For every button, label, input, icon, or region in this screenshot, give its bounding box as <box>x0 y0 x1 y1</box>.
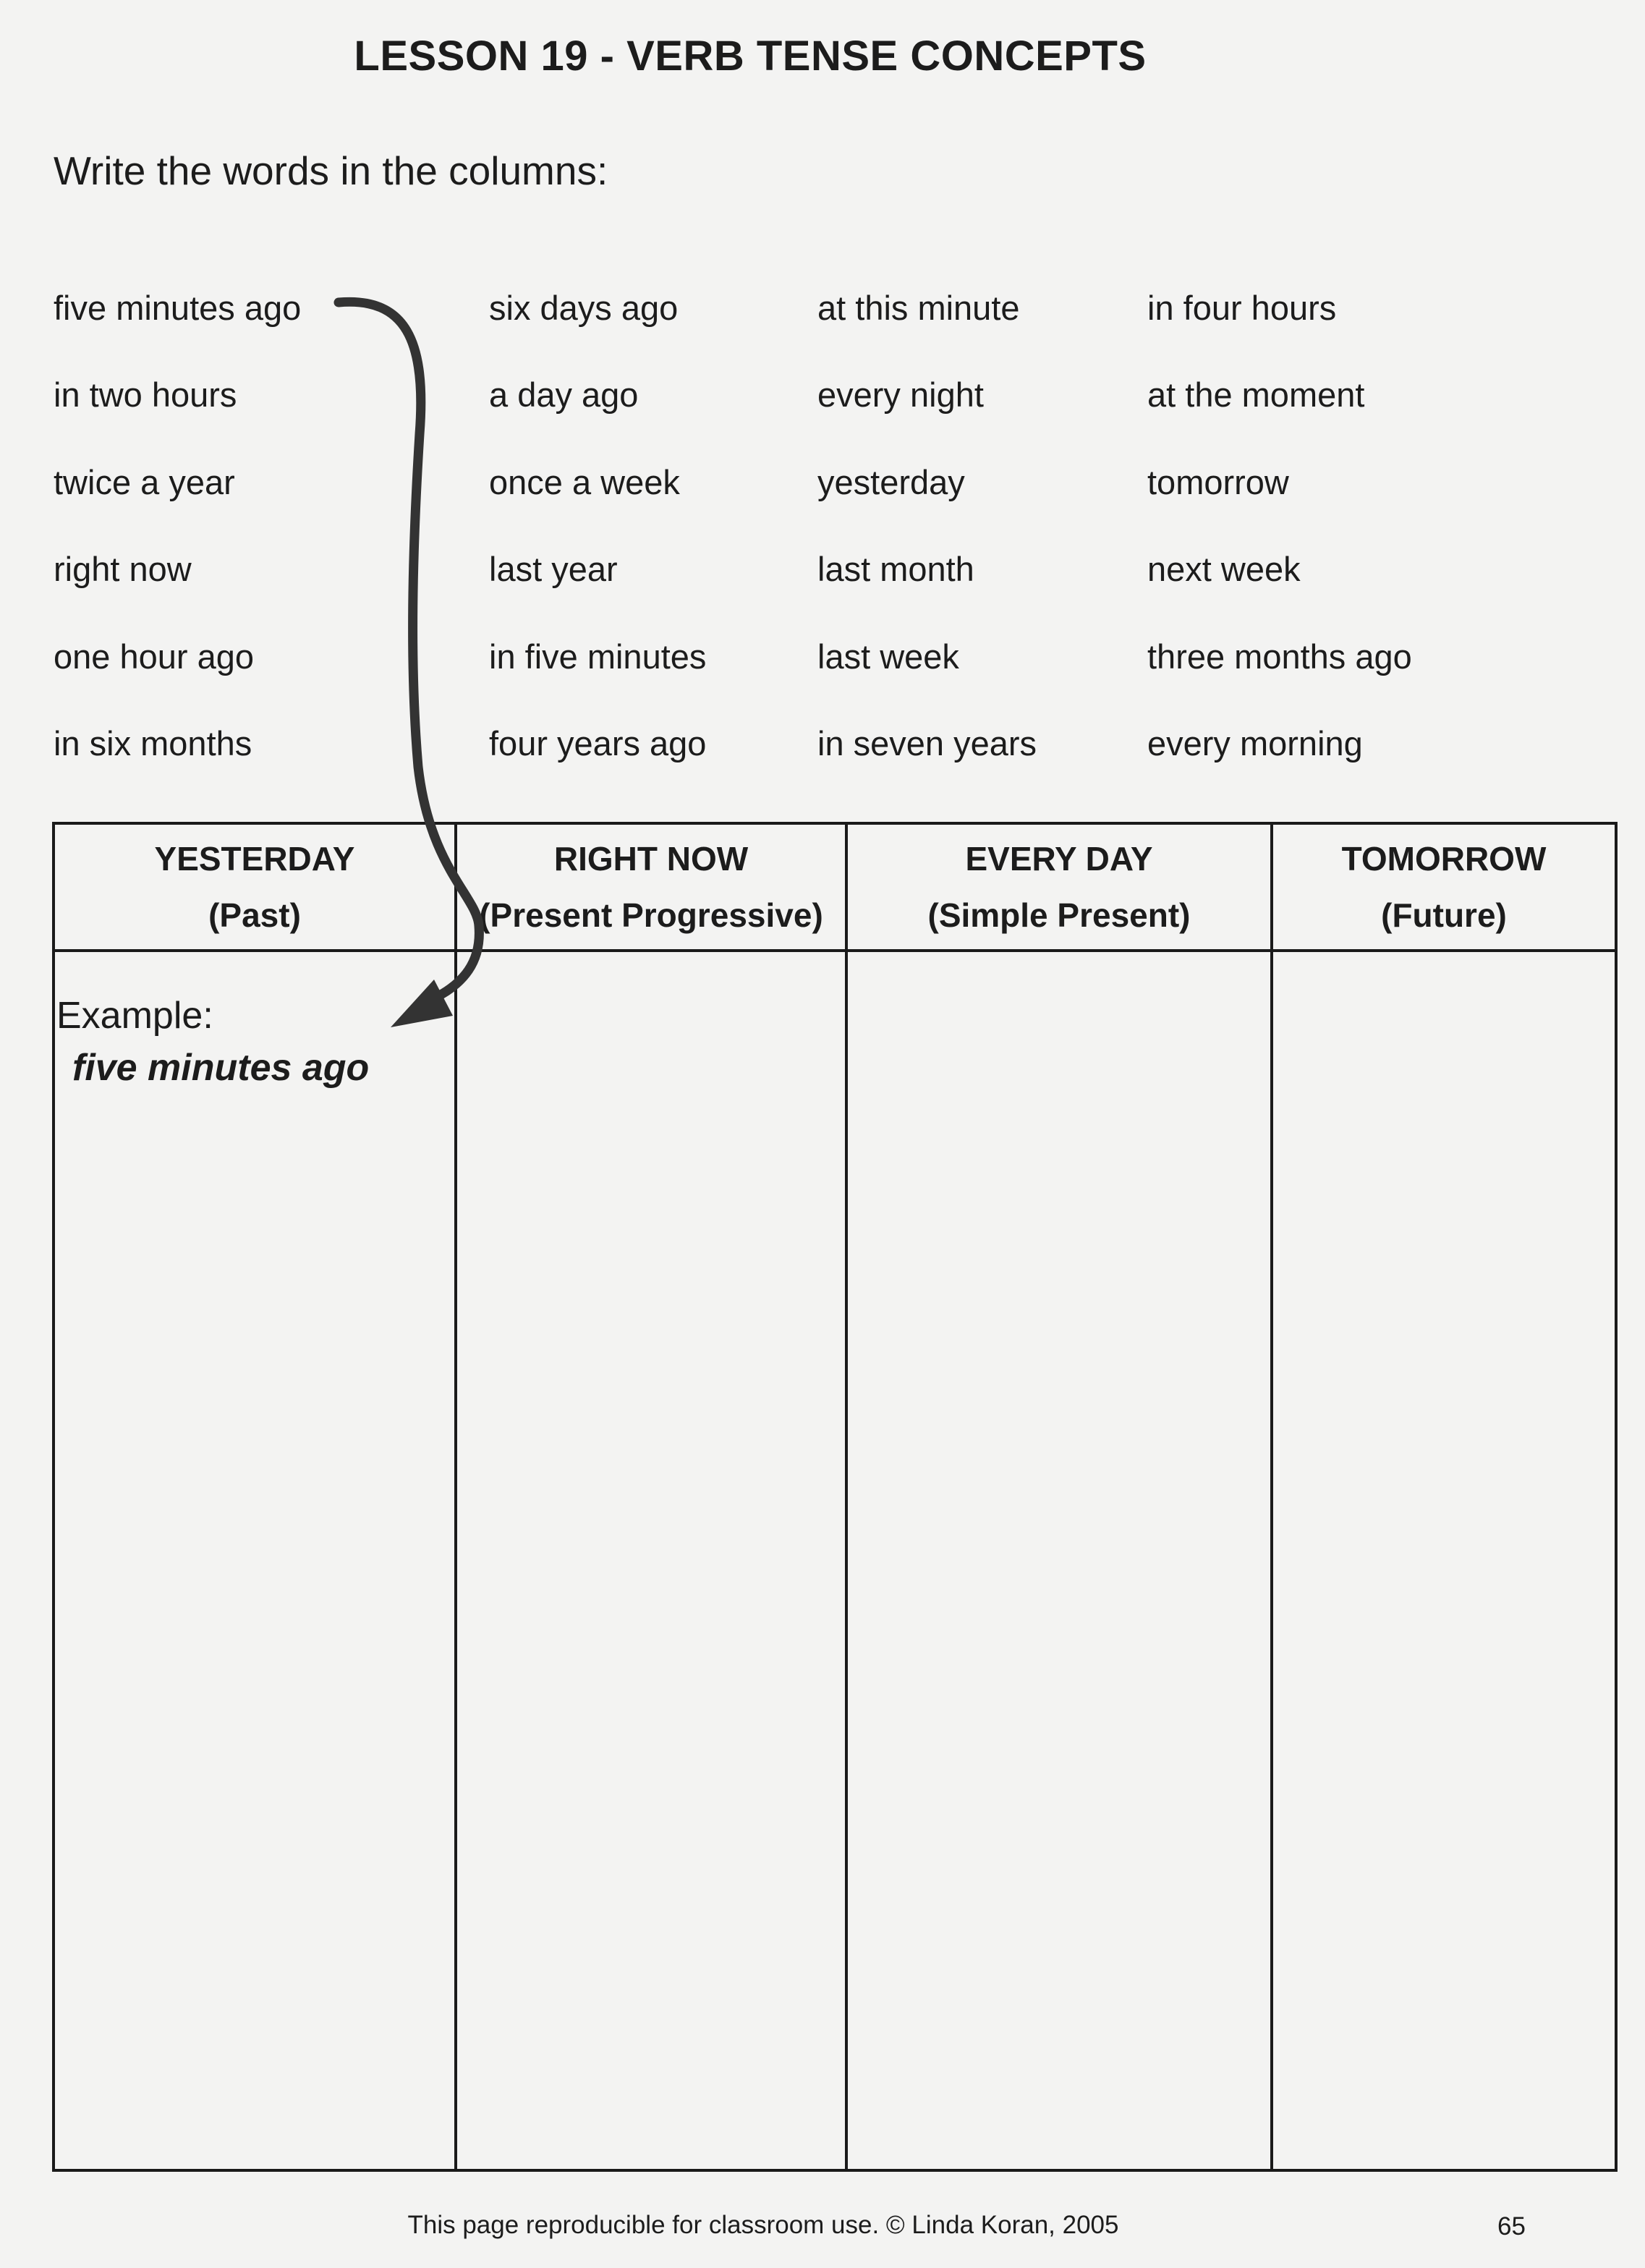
example-label: Example: <box>56 995 213 1037</box>
word-item: six days ago <box>489 289 679 327</box>
word-item: in six months <box>54 724 252 763</box>
word-item: a day ago <box>489 375 639 414</box>
word-item: one hour ago <box>54 637 255 676</box>
word-item: in four hours <box>1147 289 1337 327</box>
word-item: three months ago <box>1147 637 1412 676</box>
word-item: every morning <box>1147 724 1363 763</box>
instructions: Write the words in the columns: <box>54 148 608 193</box>
word-item: every night <box>817 375 984 414</box>
column-subheading: (Past) <box>208 896 301 934</box>
page-number: 65 <box>1497 2212 1526 2241</box>
column-heading: YESTERDAY <box>154 840 355 878</box>
column-subheading: (Simple Present) <box>927 896 1191 934</box>
word-item: in two hours <box>54 375 237 414</box>
word-item: last month <box>817 550 974 588</box>
arrow-head <box>391 980 453 1027</box>
word-item: last week <box>817 637 959 676</box>
word-item: four years ago <box>489 724 707 763</box>
page-title: LESSON 19 - VERB TENSE CONCEPTS <box>354 33 1147 80</box>
word-item: in seven years <box>817 724 1037 763</box>
word-item: at the moment <box>1147 375 1365 414</box>
column-heading: RIGHT NOW <box>553 840 749 878</box>
example-value: five minutes ago <box>72 1047 370 1089</box>
word-item: in five minutes <box>489 637 707 676</box>
word-item: twice a year <box>54 463 235 501</box>
footer-copyright: This page reproducible for classroom use. © Linda Koran, 2005 <box>407 2211 1119 2239</box>
word-item: next week <box>1147 550 1301 588</box>
column-heading: EVERY DAY <box>965 840 1153 878</box>
arrow-path <box>339 302 479 998</box>
word-item: once a week <box>489 463 680 501</box>
word-item: last year <box>489 550 618 588</box>
word-item: tomorrow <box>1147 463 1289 501</box>
column-heading: TOMORROW <box>1341 840 1547 878</box>
word-item: right now <box>54 550 192 588</box>
word-item: yesterday <box>817 463 965 501</box>
word-item: five minutes ago <box>54 289 302 327</box>
word-item: at this minute <box>817 289 1020 327</box>
column-subheading: (Future) <box>1381 896 1507 934</box>
column-subheading: (Present Progressive) <box>479 896 823 934</box>
